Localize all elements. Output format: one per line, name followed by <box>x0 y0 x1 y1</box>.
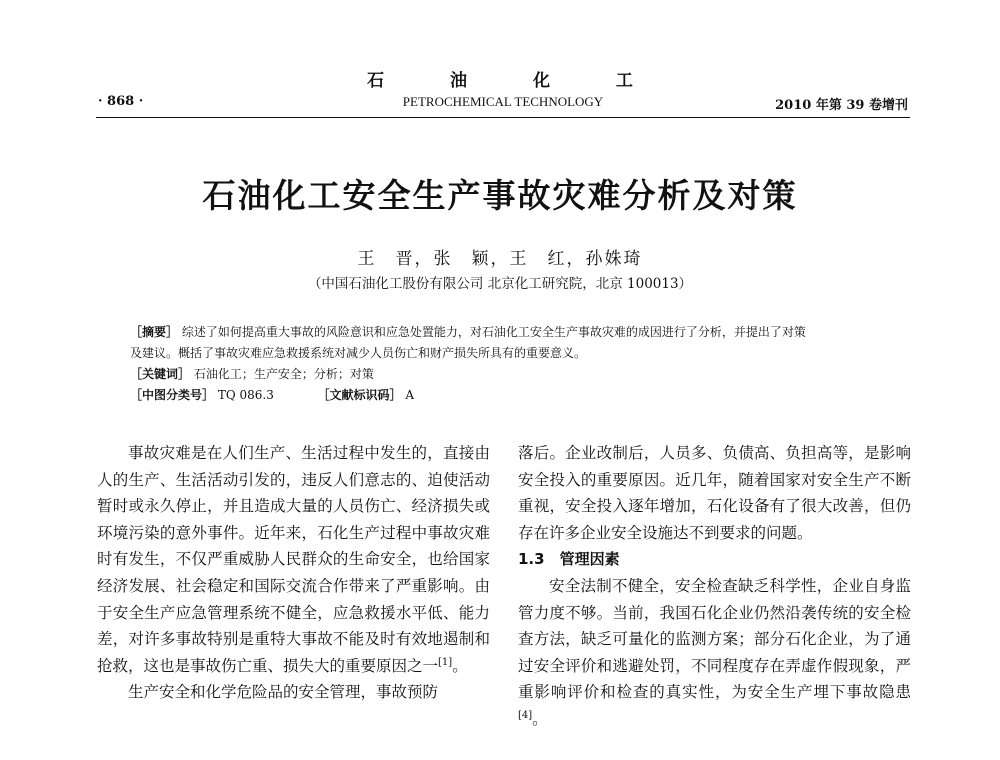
affiliation: （中国石油化工股份有限公司 北京化工研究院，北京 100013） <box>307 276 693 292</box>
keywords-label: ［关键词］ <box>130 367 191 381</box>
section-heading: 1.3 管理因素 <box>518 550 620 569</box>
journal-name-english: PETROCHEMICAL TECHNOLOGY <box>402 94 604 109</box>
paragraph-text: 安全法制不健全，安全检查缺乏科学性，企业自身监管力度不够。当前，我国石化企业仍然沿袭传统的安全检查方法，缺乏可量化的监测方案；部分石化企业，为了通过安全评价和逃避处罚，不同程度存在弄虚作假现象，严重影响评价和检查的真实性，为安全生产埋下事故隐患 <box>518 576 911 702</box>
body-paragraph <box>518 573 911 733</box>
body-paragraph: 落后。企业改制后，人员多、负债高、负担高等，是影响安全投入的重要原因。近几年，随着国家对安全生产不断重视，安全投入逐年增加，石化设备有了很大改善，但仍存在许多企业安全设施达不到要求的问题。 <box>518 444 911 542</box>
paragraph-text: 事故灾难是在人们生产、生活过程中发生的，直接由人的生产、生活活动引发的，违反人们意志的、迫使活动暂时或永久停止，并且造成大量的人员伤亡、经济损失或环境污染的意外事件。近年来，石化生产过程中事故灾难时有发生，不仅严重威胁人民群众的生命安全，也给国家经济发展、社会稳定和国际交流合作带来了严重影响。由于安全生产应急管理系统不健全，应急救援水平低、能力差，对许多事故特别是重特大事故不能及时有效地遏制和抢救，这也是事故伤亡重、损失大的重要原因之一 <box>97 444 490 675</box>
abstract-block <box>130 322 875 406</box>
body-column-right <box>518 440 911 733</box>
doc-code: A <box>405 388 415 402</box>
keywords-line <box>130 364 875 385</box>
body-column-left <box>97 440 490 706</box>
paragraph-end: 。 <box>452 656 468 675</box>
classification-line <box>130 385 875 406</box>
keywords: 石油化工；生产安全；分析；对策 <box>193 367 374 381</box>
page-number: · 868 · <box>98 94 144 109</box>
paragraph-end: 。 <box>532 709 548 728</box>
abstract-line-1 <box>130 322 875 343</box>
abstract-text-1: 综述了如何提高重大事故的风险意识和应急处置能力，对石油化工安全生产事故灾难的成因进行了分析，并提出了对策 <box>181 325 806 339</box>
body-paragraph: 生产安全和化学危险品的安全管理，事故预防 <box>128 683 439 702</box>
issue-info: 2010 年第 39 卷增刊 <box>775 98 908 113</box>
clc-label: ［中图分类号］ <box>130 388 215 402</box>
journal-name-chinese: 石 油 化 工 <box>367 71 663 91</box>
body-paragraph <box>97 440 490 679</box>
clc-code: TQ 086.3 <box>217 388 274 402</box>
citation-ref: [1] <box>438 656 453 668</box>
header-divider <box>96 117 910 118</box>
authors: 王 晋，张 颖，王 红，孙姝琦 <box>357 249 643 269</box>
paper-title: 石油化工安全生产事故灾难分析及对策 <box>202 176 798 215</box>
doc-code-label: ［文献标识码］ <box>317 388 402 402</box>
abstract-label: ［摘要］ <box>130 325 179 339</box>
citation-ref: [4] <box>518 709 533 721</box>
running-header <box>98 92 908 114</box>
abstract-line-2: 及建议。概括了事故灾难应急救援系统对减少人员伤亡和财产损失所具有的重要意义。 <box>130 346 587 360</box>
